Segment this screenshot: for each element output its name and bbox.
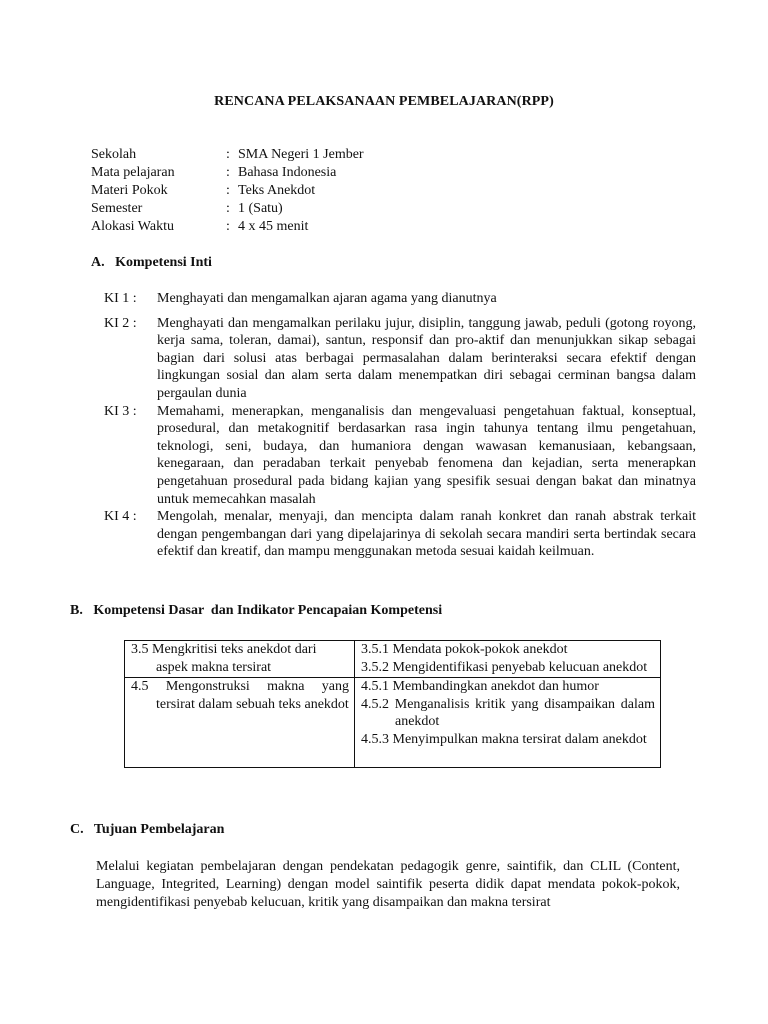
identity-row-time [91,218,364,236]
indicator-cell [355,641,661,678]
identity-value: 1 (Satu) [238,201,283,216]
identity-row-school [91,146,364,164]
identity-label: Sekolah [91,147,137,162]
identity-row-material [91,182,364,200]
ki-text: Menghayati dan mengamalkan ajaran agama yang dianutnya [157,291,497,306]
ki-item [104,508,696,561]
indicator-text: 4.5.3 Menyimpulkan makna tersirat dalam anekdot [361,731,647,747]
ki-item [104,290,696,308]
section-c-heading: C. Tujuan Pembelajaran [70,822,225,837]
kd-text: 3.5 Mengkritisi teks anekdot dari aspek makna tersirat [131,642,317,675]
identity-row-subject [91,164,364,182]
kd-text: 4.5 Mengonstruksi makna yang tersirat dalam sebuah teks anekdot [131,679,349,712]
identity-label: Alokasi Waktu [91,219,174,234]
ki-item [104,403,696,509]
section-b-heading: B. Kompetensi Dasar dan Indikator Pencapaian Kompetensi [70,603,443,618]
document-title: RENCANA PELAKSANAAN PEMBELAJARAN(RPP) [214,94,554,109]
identity-value: SMA Negeri 1 Jember [238,147,364,162]
identity-value: Bahasa Indonesia [238,165,337,180]
identity-colon: : [226,201,230,216]
table-row [125,641,661,678]
identity-colon: : [226,165,230,180]
table-row [125,678,661,768]
learning-objective-paragraph: Melalui kegiatan pembelajaran dengan pendekatan pedagogik genre, saintifik, dan CLIL (Content, Language, Integrited, Learning) dengan model saintifik peserta didik dapat mendata pokok-pokok, mengidentifikasi penyebab kelucuan, kritik yang disampaikan dan makna tersirat [96,859,680,910]
indicator-text: 4.5.1 Membandingkan anekdot dan humor [361,679,599,695]
ki-text: Mengolah, menalar, menyaji, dan mencipta dalam ranah konkret dan ranah abstrak terkait dengan pengembangan dari yang dipelajarinya di sekolah secara mandiri serta bertindak secara efektif dan kreatif, dan mampu menggunakan metoda sesuai kaidah keilmuan. [157,509,696,560]
identity-colon: : [226,183,230,198]
identity-colon: : [226,147,230,162]
identity-label: Semester [91,201,143,216]
identity-block [91,146,364,236]
indicator-text: 4.5.2 Menganalisis kritik yang disampaikan dalam anekdot [361,696,655,730]
section-a-heading: A. Kompetensi Inti [91,255,212,270]
indicator-text: 3.5.1 Mendata pokok-pokok anekdot [361,642,568,657]
competence-table [124,640,661,768]
kd-cell [125,641,355,678]
identity-label: Mata pelajaran [91,165,175,180]
identity-colon: : [226,219,230,234]
ki-text: Memahami, menerapkan, menganalisis dan mengevaluasi pengetahuan faktual, konseptual, prosedural, dan metakognitif berdasarkan rasa ingin tahunya tentang ilmu pengetahuan, teknologi, seni, budaya, dan humaniora dengan wawasan kemanusiaan, kebangsaan, kenegaraan, dan peradaban terkait penyebab fenomena dan kejadian, serta menerapkan pengetahuan prosedural pada bidang kajian yang spesifik sesuai dengan bakat dan minatnya untuk memecahkan masalah [157,403,696,507]
ki-label: KI 2 : [104,315,137,331]
kd-cell [125,678,355,768]
identity-value: Teks Anekdot [238,183,316,198]
indicator-text: 3.5.2 Mengidentifikasi penyebab kelucuan anekdot [361,659,648,675]
ki-label: KI 1 : [104,291,137,306]
core-competence-list [104,290,696,561]
ki-text: Menghayati dan mengamalkan perilaku jujur, disiplin, tanggung jawab, peduli (gotong royong, kerja sama, toleran, damai), santun, responsif dan pro-aktif dan menunjukkan sikap sebagai bagian dari solusi atas berbagai permasalahan dalam berinteraksi secara efektif dengan lingkungan sosial dan alam serta dalam menempatkan diri sebagai cerminan bangsa dalam pergaulan dunia [157,315,696,401]
ki-label: KI 4 : [104,509,137,525]
identity-value: 4 x 45 menit [238,219,309,234]
identity-label: Materi Pokok [91,183,168,198]
indicator-cell [355,678,661,768]
ki-label: KI 3 : [104,403,137,419]
identity-row-semester [91,200,364,218]
ki-item [104,315,696,403]
